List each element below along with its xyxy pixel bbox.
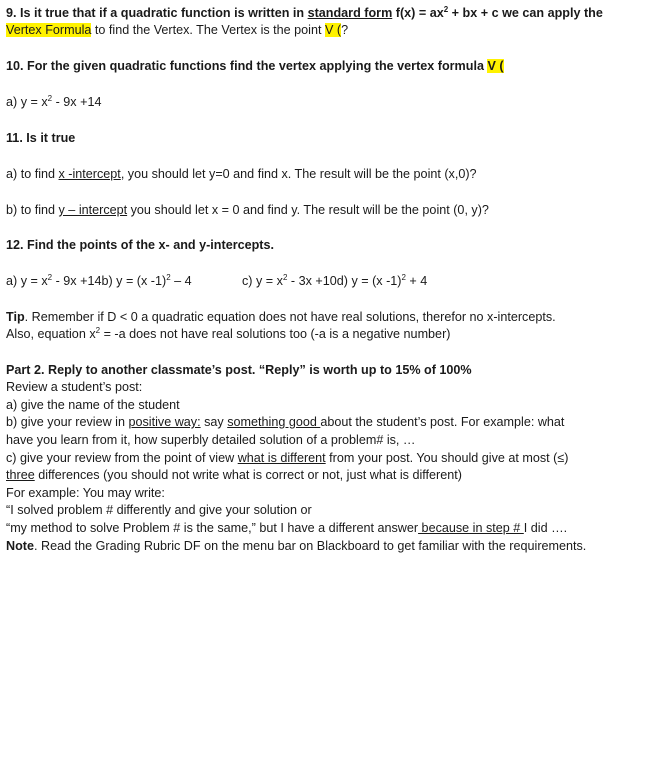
q12-text: a) y = x bbox=[6, 274, 48, 288]
exponent: 2 bbox=[95, 326, 101, 335]
part2-item-c bbox=[6, 450, 568, 467]
part2-quote-text: “my method to solve Problem # is the same,” but I have a different answer bbox=[6, 521, 419, 535]
q12-text: - 9x +14b) y = (x -1) bbox=[52, 274, 167, 288]
q9-text: f(x) = ax bbox=[392, 6, 444, 20]
vertex-formula-highlight: V ( bbox=[487, 59, 504, 73]
x-intercept-text: x -intercept bbox=[58, 167, 121, 181]
standard-form-text: standard form bbox=[307, 6, 393, 20]
q9-text: to find the Vertex. The Vertex is the point bbox=[91, 23, 325, 37]
part2-text: c) give your review from the point of view bbox=[6, 451, 238, 465]
tip-text: Also, equation x bbox=[6, 327, 96, 341]
q9-text: + bx + c we can apply the bbox=[448, 6, 603, 20]
q10-item-a bbox=[6, 94, 101, 111]
q9-line-2 bbox=[6, 22, 348, 39]
q12-text: + 4 bbox=[405, 274, 428, 288]
part2-quote-2 bbox=[6, 520, 567, 537]
part2-text: have you learn from it, how superbly detailed solution of a problem# is, … bbox=[6, 433, 416, 447]
tip-label: Tip bbox=[6, 310, 25, 324]
q9-line-1 bbox=[6, 5, 603, 22]
note-text: . Read the Grading Rubric DF on the menu bar on Blackboard to get familiar with the requirements. bbox=[34, 539, 587, 553]
part2-heading-text: Part 2. Reply to another classmate’s post. “Reply” is worth up to 15% of 100% bbox=[6, 363, 472, 377]
q11-heading bbox=[6, 130, 75, 147]
q11-item-b-text: b) to find bbox=[6, 203, 59, 217]
part2-text: say bbox=[200, 415, 228, 429]
q11-item-b-text: you should let x = 0 and find y. The result will be the point (0, y)? bbox=[127, 203, 489, 217]
tip-line-2 bbox=[6, 326, 450, 343]
note-label: Note bbox=[6, 539, 34, 553]
exponent: 2 bbox=[47, 94, 53, 103]
q9-text: ? bbox=[341, 23, 349, 37]
part2-item-a bbox=[6, 397, 180, 414]
part2-text: differences (you should not write what is correct or not, just what is different) bbox=[34, 468, 462, 482]
part2-text: about the student’s post. For example: what bbox=[320, 415, 565, 429]
part2-item-b bbox=[6, 414, 564, 431]
because-in-step-text: because in step # bbox=[418, 521, 524, 535]
q12-items-ab bbox=[6, 273, 192, 290]
q12-text: - 3x +10d) y = (x -1) bbox=[287, 274, 402, 288]
vertex-formula-highlight: Vertex Formula bbox=[6, 23, 92, 37]
q11-heading-text: 11. Is it true bbox=[6, 131, 76, 145]
what-is-different-text: what is different bbox=[237, 451, 326, 465]
q10-item-a-text: - 9x +14 bbox=[52, 95, 102, 109]
part2-quote-text: I did …. bbox=[523, 521, 568, 535]
q12-text: – 4 bbox=[170, 274, 192, 288]
q12-heading-text: 12. Find the points of the x- and y-intercepts. bbox=[6, 238, 274, 252]
q11-item-a-text: a) to find bbox=[6, 167, 59, 181]
exponent: 2 bbox=[443, 5, 449, 14]
q12-items-cd bbox=[242, 273, 427, 290]
exponent: 2 bbox=[282, 273, 288, 282]
exponent: 2 bbox=[47, 273, 53, 282]
q11-item-a-text: , you should let y=0 and find x. The result will be the point (x,0)? bbox=[120, 167, 477, 181]
exponent: 2 bbox=[401, 273, 406, 282]
y-intercept-text: y – intercept bbox=[58, 203, 128, 217]
tip-text: = -a does not have real solutions too (-a is a negative number) bbox=[100, 327, 451, 341]
q10-item-a-text: a) y = x bbox=[6, 95, 48, 109]
part2-text: b) give your review in bbox=[6, 415, 129, 429]
part2-example-text: For example: You may write: bbox=[6, 486, 165, 500]
part2-example bbox=[6, 485, 165, 502]
part2-text: from your post. You should give at most (≤) bbox=[325, 451, 569, 465]
part2-quote-1 bbox=[6, 502, 312, 519]
part2-item-b-line-2 bbox=[6, 432, 416, 449]
part2-note bbox=[6, 538, 586, 555]
three-text: three bbox=[6, 468, 35, 482]
exponent: 2 bbox=[166, 273, 171, 282]
q10-heading bbox=[6, 58, 504, 75]
q11-item-b bbox=[6, 202, 489, 219]
q12-heading bbox=[6, 237, 274, 254]
part2-item-c-line-2 bbox=[6, 467, 462, 484]
part2-quote-text: “I solved problem # differently and give your solution or bbox=[6, 503, 312, 517]
q11-item-a bbox=[6, 166, 477, 183]
q10-heading-text: 10. For the given quadratic functions find the vertex applying the vertex formula bbox=[6, 59, 488, 73]
part2-item-a-text: a) give the name of the student bbox=[6, 398, 180, 412]
part2-review-text: Review a student’s post: bbox=[6, 380, 143, 394]
something-good-text: something good bbox=[227, 415, 321, 429]
part2-heading bbox=[6, 362, 472, 379]
vertex-point-highlight: V ( bbox=[324, 23, 342, 37]
part2-review bbox=[6, 379, 142, 396]
q9-text: 9. Is it true that if a quadratic function is written in bbox=[6, 6, 308, 20]
tip-text: . Remember if D < 0 a quadratic equation does not have real solutions, therefor no x-intercepts. bbox=[24, 310, 556, 324]
tip-line-1 bbox=[6, 309, 556, 326]
positive-way-text: positive way: bbox=[128, 415, 201, 429]
q12-text: c) y = x bbox=[242, 274, 283, 288]
